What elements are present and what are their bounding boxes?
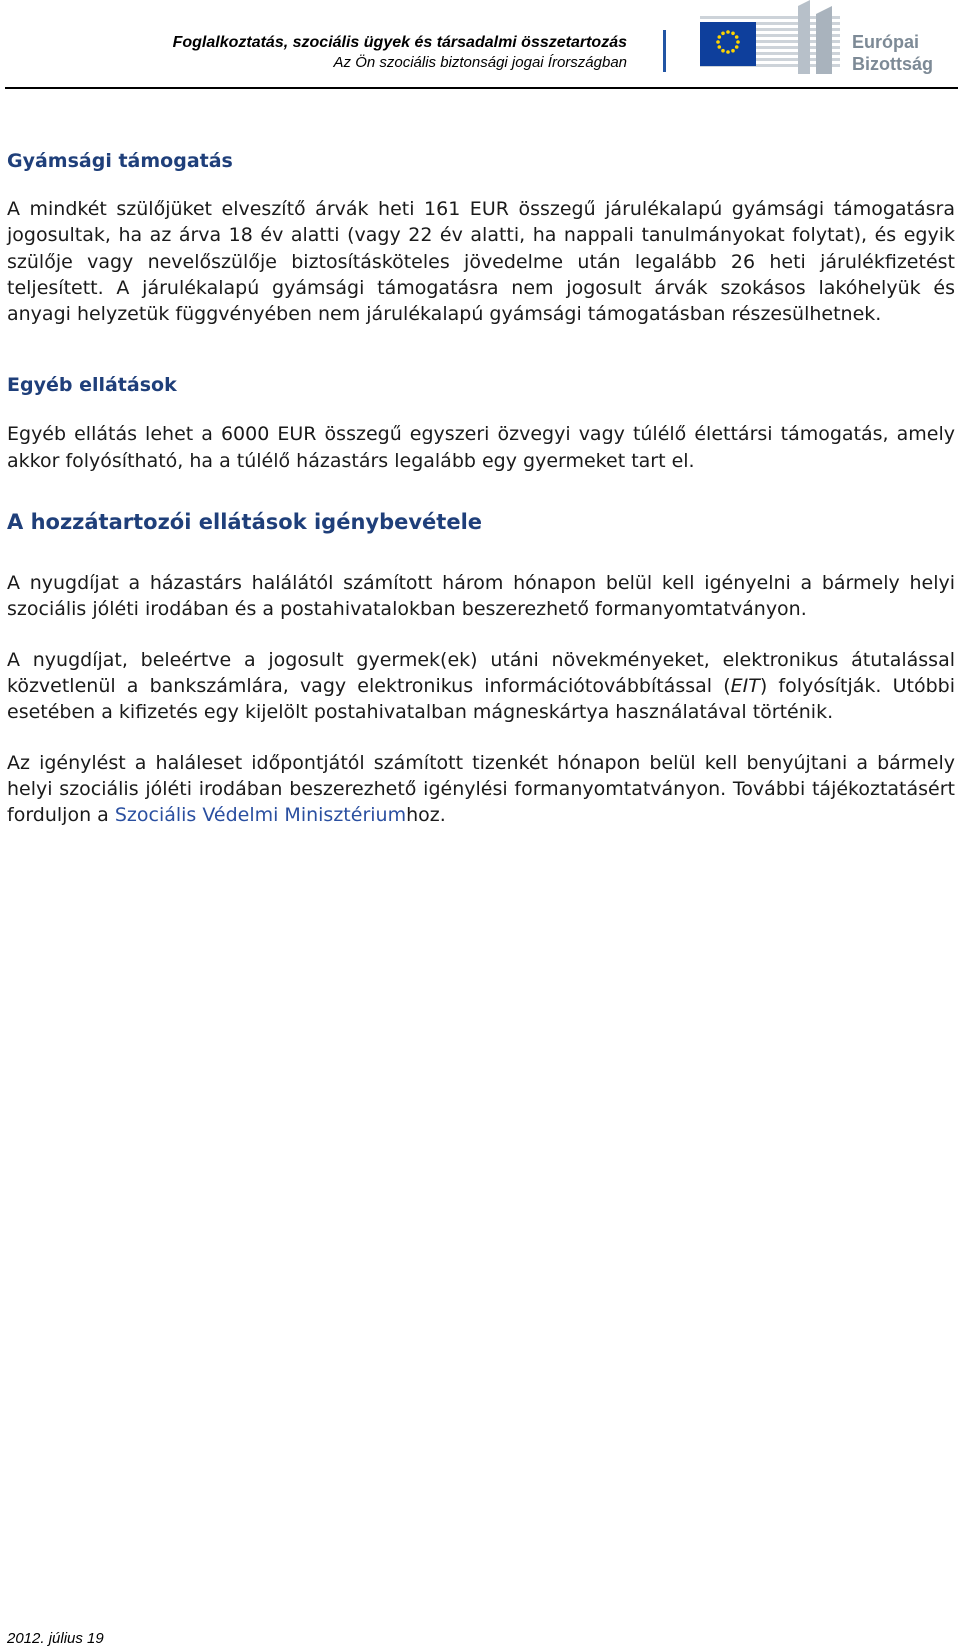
eu-flag-icon	[700, 0, 850, 84]
footer-date: 2012. július 19	[7, 1630, 104, 1647]
logo-line-1: Európai	[852, 32, 920, 52]
logo-text	[852, 31, 933, 75]
paragraph-other-benefits: Egyéb ellátás lehet a 6000 EUR összegű egyszeri özvegyi vagy túlélő élettársi támogatás, amely akkor folyósítható, ha a túlélő házastárs legalább egy gyermeket tart el.	[7, 423, 955, 472]
eit-abbreviation: EIT	[730, 674, 760, 697]
header-text-block	[173, 33, 627, 73]
page-header	[0, 0, 960, 88]
submission-text-start: Az igénylést a haláleset időpontjától számított tizenkét hónapon belül kell benyújtani a bármely helyi szociális jóléti irodában beszerezhető igénylési formanyomtatványon. További tájékoztatásért forduljon a	[7, 751, 955, 827]
document-body	[7, 148, 955, 828]
payment-text-start: A nyugdíjat, beleértve a jogosult gyermek(ek) utáni növekményeket, elektronikus átutalással közvetlenül a bankszámlára, vagy elektronikus információtovábbítással (	[7, 648, 955, 697]
paragraph-payment-method	[7, 647, 955, 726]
paragraph-guardian-allowance: A mindkét szülőjüket elveszítő árvák heti 161 EUR összegű járulékalapú gyámsági támogatásra jogosultak, ha az árva 18 év alatti (vagy 22 év alatti, ha nappali tanulmányokat folytat), és egyik szülője vagy nevelőszülője biztosításköteles jövedelme után legalább 26 heti járulékfizetést teljesített. A járulékalapú gyámsági támogatásra nem jogosult árvák szokásos lakóhelyük és anyagi helyzetük függvényében nem járulékalapú gyámsági támogatásban részesülhetnek.	[7, 198, 955, 326]
submission-text-end: hoz.	[406, 804, 446, 827]
header-subtitle: Az Ön szociális biztonsági jogai Írországban	[333, 54, 627, 71]
ministry-link[interactable]: Szociális Védelmi Minisztérium	[114, 804, 407, 827]
heading-other-benefits: Egyéb ellátások	[7, 374, 177, 397]
heading-guardian-allowance: Gyámsági támogatás	[7, 150, 233, 172]
header-title: Foglalkoztatás, szociális ügyek és társadalmi összetartozás	[172, 34, 627, 51]
paragraph-claim-deadline: A nyugdíjat a házastárs halálától számított három hónapon belül kell igényelni a bármely helyi szociális jóléti irodában és a postahivatalokban beszerezhető formanyomtatványon.	[7, 572, 955, 621]
payment-text-end: ) folyósítják. Utóbbi esetében a kifizetés egy kijelölt postahivatalban mágneskártya használatával történik.	[7, 674, 955, 724]
header-divider	[663, 30, 666, 72]
heading-claiming-benefits: A hozzátartozói ellátások igénybevétele	[7, 510, 483, 535]
paragraph-claim-submission	[7, 750, 955, 829]
logo-line-2: Bizottság	[852, 54, 933, 74]
header-rule	[5, 87, 958, 89]
